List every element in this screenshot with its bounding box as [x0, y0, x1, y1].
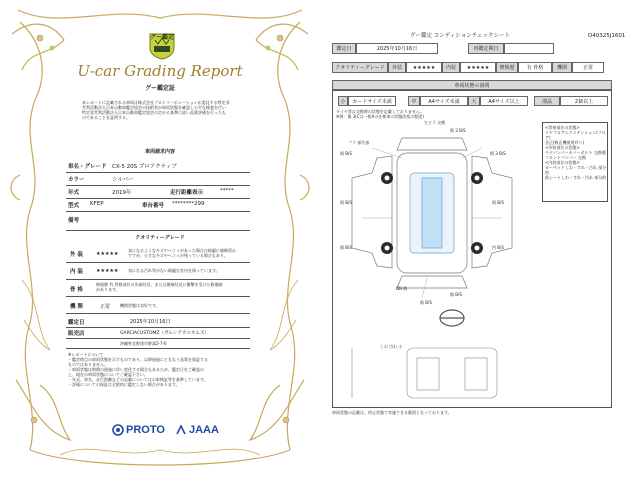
- engine-value-cell: 正常: [572, 62, 604, 73]
- note-label: 備考: [68, 218, 80, 224]
- exterior-label: 外 装: [70, 252, 83, 258]
- period-label-cell: 再鑑定期日: [468, 43, 504, 54]
- interior-label: 内 装: [70, 269, 83, 275]
- dealer-label: 販売店: [68, 331, 85, 337]
- damage-label: 傷 B/S: [340, 245, 352, 250]
- repair-value-cell: 有 骨格: [518, 62, 552, 73]
- legend-medium: 中: [408, 96, 420, 106]
- color-label: カラー: [68, 177, 85, 183]
- date-label-cell: 鑑定日: [332, 43, 356, 54]
- report-title: U-car Grading Report: [77, 62, 243, 80]
- condition-notes: <骨格部位の状態> リヤフロアエクステンション(フロア) 歪正(修正機使用有り) <外装部位の状態> リヤバンパーカバーボルト 交換歴 フロントバンパー 交換 <内装部位の状態> カーペットしわ・すれ・汚れ 部分的 前シートしわ・すれ・汚れ 部分的: [545, 125, 607, 180]
- report-notes: ※レポートについて ・鑑定時点の車両状態を示すものであり、以降経過にともなう品質を保証する ものではありません。 ・車両状態は時間の経過に伴い変化する場合もあるため、鑑定日をご確認の 上、現在の車両状態についてご確認下さい。 ・年式、車名、走行距離などの記載についてはの車検証等を基準しています。 ・評価についての保証は全般的に鑑定しない場合があります。: [68, 352, 208, 387]
- caption-2: ※例：傷 3(Cは一般Aの仕様車の状態改変の程度): [336, 114, 424, 119]
- ext-label-cell: 外装: [388, 62, 406, 73]
- grade-label-cell: クオリティーグレード: [332, 62, 388, 73]
- damage-label: 傷 B/S: [340, 200, 352, 205]
- legend-a4plus: A4サイズ以上: [480, 96, 528, 106]
- proto-logo: PROTO: [112, 424, 165, 436]
- engine-label: 機 関: [70, 304, 83, 310]
- caption-1: タイヤ等は交換時の状態を記載しておりません。: [336, 109, 425, 114]
- exterior-description: 気になるようなキズやヘコミがあった場合は綺麗に補修済み ですが、小さなキズやヘコミが残っている場合もあり。: [128, 248, 236, 258]
- legend-part-label: 部品: [534, 96, 560, 106]
- damage-label: 凹 B/S: [492, 245, 504, 250]
- damage-label: 傷 B/S: [450, 292, 462, 297]
- damage-label: 傷 B/S: [420, 300, 432, 305]
- repair-label-cell: 修復歴: [496, 62, 518, 73]
- mileage-label: 走行距離表示: [170, 190, 204, 196]
- name-label: 車名・グレード: [68, 164, 107, 170]
- legend-part-value: 2個以上: [560, 96, 608, 106]
- damage-label: プラ 部位加: [348, 140, 370, 145]
- engine-value: 正常: [100, 304, 111, 310]
- interior-stars: ★★★★★: [96, 268, 119, 274]
- legend-a4: A4サイズ未満: [420, 96, 468, 106]
- goo-kantei-badge: [146, 30, 178, 60]
- legend-large: 大: [468, 96, 480, 106]
- damage-label: 傷 3 B/S: [490, 151, 506, 156]
- ext-value-cell: ★★★★★: [406, 62, 442, 73]
- check-sheet-page: [320, 0, 640, 480]
- damage-label: しわ 汚れ 小: [380, 344, 403, 349]
- footer-note: 車両状態の記載は、停止状態で実施できる範囲となっております。: [332, 410, 452, 415]
- name-value: CX-5 20S プロアクティブ: [112, 164, 177, 170]
- chassis-label: 車台番号: [142, 203, 165, 209]
- engine-description: 機関状態は良好です。: [120, 303, 160, 308]
- jaaa-mark-icon: [175, 424, 187, 436]
- int-label-cell: 内装: [442, 62, 460, 73]
- exterior-stars: ★★★★★: [96, 251, 119, 257]
- jaaa-logo: JAAA: [175, 424, 219, 436]
- proto-mark-icon: [112, 424, 124, 436]
- legend-small: 小: [338, 96, 348, 106]
- int-value-cell: ★★★★★: [460, 62, 496, 73]
- frame-description: 修復歴 有 骨格部位の先端付近、または後端付近に衝撃を受けた修復跡 があります。: [96, 282, 223, 292]
- damage-label: 左ピラ 交換: [424, 120, 446, 125]
- status-title: 車両状態の説明: [332, 80, 612, 90]
- damage-label: 傷 B/S: [492, 200, 504, 205]
- color-value: シルバー: [112, 177, 134, 183]
- certificate-title: グー鑑定証: [144, 85, 175, 92]
- date-value: 2025年10月16日: [130, 319, 171, 325]
- intro-paragraph: 本レポートに記載される車両は株式会社プロトコーポレーションが委託する特定非 営利活動法人日本自動車鑑定協会の技術者が車両状態を確認し公平な検査を行い 特定非営利活動法人日本自動車鑑定協会の定める基準に従い品質評価を行ったも のであることを証明する。: [82, 100, 230, 120]
- year-label: 年式: [68, 190, 80, 196]
- chassis-value: ********299: [172, 201, 205, 207]
- quality-section-title: クオリティーグレード: [135, 235, 185, 241]
- mileage-value: *****: [220, 188, 234, 194]
- doc-id: D40325J1601: [588, 33, 626, 39]
- badge-text: グー鑑定: [150, 34, 175, 41]
- period-value-cell: [504, 43, 554, 54]
- year-value: 2019年: [112, 190, 132, 196]
- frame-label: 骨 格: [70, 287, 83, 293]
- interior-description: 気になる汚れ等がない綺麗な室内を保っています。: [128, 268, 220, 273]
- damage-label: 傷 3 B/S: [450, 128, 466, 133]
- dealer-address: 沖縄県宜野湾市野嵩2-7-6: [120, 341, 167, 346]
- model-label: 型式: [68, 203, 80, 209]
- car-damage-diagram: [332, 118, 532, 408]
- legend-card: カードサイズ未満: [348, 96, 396, 106]
- sheet-title: グー鑑定 コンディションチェックシート: [410, 33, 511, 39]
- date-label: 鑑定日: [68, 320, 85, 326]
- date-value-cell: 2025年10月16日: [356, 43, 438, 54]
- model-value: KFEP: [90, 201, 104, 207]
- damage-label: DB 傷: [396, 286, 408, 291]
- engine-label-cell: 機関: [552, 62, 572, 73]
- damage-label: 傷 B/S: [340, 151, 352, 156]
- vehicle-section-title: 車両請求内容: [144, 149, 175, 155]
- dealer-value: GARCIACUSTOMZ（ガルシアカスタムズ）: [120, 331, 209, 336]
